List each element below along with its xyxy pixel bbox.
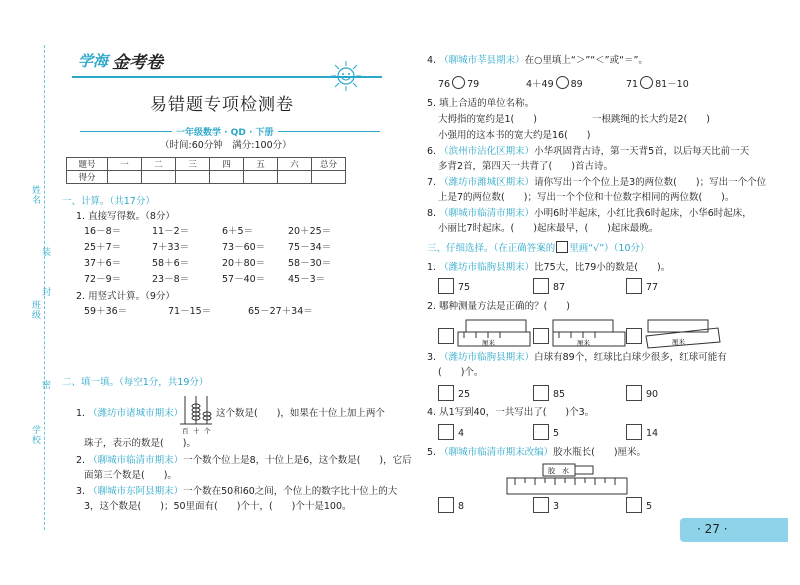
score-input[interactable] [142,171,176,184]
brand-xuehai: 学海 [78,52,109,70]
section3-title [427,241,650,255]
option-checkbox[interactable] [438,424,454,440]
source-tag: （聊城市东阿县期末） [88,486,184,497]
option-checkbox[interactable] [626,424,642,440]
exam-meta: （时间:60分钟 满分:100分） [160,140,292,151]
option-checkbox[interactable] [626,385,642,401]
score-cell: 三 [176,158,210,171]
s3-q3-text2: ( )个。 [438,367,484,378]
school-label: 学校 [30,425,40,445]
compare-right: 79 [467,79,480,90]
option-label: 5 [553,428,560,439]
abacus-label: 百 [182,427,189,434]
glue-label: 胶 水 [548,467,569,475]
abacus-label: 个 [204,427,211,434]
r-q7-text2: 上是7的两位数( )；写出一个个位和十位数字相同的两位数( )。 [438,192,735,203]
source-tag: （聊城市莘县期末） [439,55,525,66]
s3-q4: 4. 从1写到40，一共写出了( )个3。 [427,407,595,418]
option-label: 75 [458,282,471,293]
sun-icon [330,60,362,92]
s3-q1-text: 比75大，比79小的数是( )。 [534,262,671,273]
r-q4: 4. （聊城市莘县期末）在○里填上“＞”“＜”或“＝”。 [427,55,648,66]
score-cell: 总分 [312,158,346,171]
source-tag: （潍坊市临朐县期末） [439,262,535,273]
name-label: 姓名 [30,185,40,205]
compare-item [626,76,689,91]
oral-item: 6＋5＝ [222,226,254,237]
oral-item: 72－9＝ [84,274,122,285]
compare-circle[interactable] [556,76,569,89]
answer-box-icon [556,241,568,253]
option-checkbox[interactable] [533,497,549,513]
s2-q2-text1: 一个数个位上是8，十位上是6，这个数是( )，它后 [183,455,412,466]
r-q5-l1a: 大拇指的宽约是1( ) [438,114,537,125]
r-q7-text1: 请你写出一个个位上是3的两位数( )；写出一个个位 [534,177,767,188]
ruler-unit: 厘米 [577,339,590,347]
option-label: 87 [553,282,566,293]
option-checkbox[interactable] [626,278,642,294]
score-input[interactable] [108,171,142,184]
option-label: 90 [646,389,659,400]
r-q5-l1b: 一根跳绳的长大约是2( ) [592,114,710,125]
s2-q3-text1: 一个数在50和60之间，个位上的数字比十位上的大 [183,486,398,497]
r-q8-text2: 小丽比7时起床。( )起床最早，( )起床最晚。 [438,223,659,234]
compare-item [438,76,479,91]
option-checkbox[interactable] [626,328,642,344]
r-q8: 8. （聊城市临清市期末）小明6时半起床，小红比我6时起床，小华6时起床， [427,208,752,219]
s3-q2: 2. 哪种测量方法是正确的？( ) [427,301,570,312]
vertical-item: 71－15＝ [168,306,212,317]
r-q5: 5. 填上合适的单位名称。 [427,98,535,109]
section2-title: 二、填一填。（每空1分，共19分） [62,377,209,388]
compare-left: 4＋49 [526,79,554,90]
oral-item: 7＋33＝ [152,242,190,253]
option-checkbox[interactable] [438,497,454,513]
r-q6-text2: 多背2首，第四天一共背了( )首古诗。 [438,161,613,172]
option-label: 77 [646,282,659,293]
oral-item: 75－34＝ [288,242,332,253]
oral-item: 73－60＝ [222,242,266,253]
option-checkbox[interactable] [533,278,549,294]
measure-option-b [551,318,629,350]
compare-circle[interactable] [640,76,653,89]
r-q8-text1: 小明6时半起床，小红比我6时起床，小华6时起床， [534,208,752,219]
compare-right: 89 [570,79,583,90]
score-table [66,157,346,184]
score-input[interactable] [176,171,210,184]
compare-item [526,76,583,91]
page-title: 易错题专项检测卷 [150,95,294,115]
oral-item: 25＋7＝ [84,242,122,253]
measure-option-c [644,316,724,350]
vertical-item: 59＋36＝ [84,306,128,317]
option-label: 85 [553,389,566,400]
r-q7: 7. （潍坊市潍城区期末）请你写出一个个位上是3的两位数( )；写出一个个位 [427,177,767,188]
subtitle: 一年级数学 · QD · 下册 [172,125,278,138]
ruler-unit: 厘米 [482,339,495,347]
q2-label: 2. 用竖式计算。（9分） [76,291,175,302]
option-checkbox[interactable] [533,424,549,440]
score-header-row [67,158,346,171]
s2-q1-text1: 这个数是( )，如果在十位上加上两个 [216,408,385,419]
source-tag: （聊城市临清市期末） [88,455,184,466]
score-value-row [67,171,346,184]
source-tag: （潍坊市诸城市期末） [88,408,184,419]
glue-ruler-figure [505,462,630,496]
s2-q1-text2: 珠子，表示的数是( )。 [84,438,196,449]
option-checkbox[interactable] [438,328,454,344]
oral-item: 20＋25＝ [288,226,332,237]
compare-right: 81－10 [655,79,689,90]
mark-zhuang: 装 [42,248,52,258]
class-label: 班级 [30,300,40,320]
oral-item: 20＋80＝ [222,258,266,269]
s3-q1: 1. （潍坊市临朐县期末）比75大，比79小的数是( )。 [427,262,671,273]
source-tag: （聊城市临清市期末改编） [439,447,554,458]
score-cell: 得分 [67,171,108,184]
measure-option-a [456,318,534,350]
score-input[interactable] [244,171,278,184]
s2-q3: 3. （聊城市东阿县期末）一个数在50和60之间，个位上的数字比十位上的大 [76,486,398,497]
score-cell: 二 [142,158,176,171]
option-label: 4 [458,428,465,439]
option-label: 8 [458,501,465,512]
r-q4-text: 在○里填上“＞”“＜”或“＝”。 [524,55,648,66]
compare-circle[interactable] [452,76,465,89]
option-checkbox[interactable] [533,328,549,344]
mark-mi: 密 [42,381,52,391]
option-checkbox[interactable] [533,385,549,401]
oral-item: 58－30＝ [288,258,332,269]
option-checkbox[interactable] [438,278,454,294]
oral-item: 37＋6＝ [84,258,122,269]
source-tag: （潍坊市临朐县期末） [439,352,535,363]
vertical-item: 65－27＋34＝ [248,306,313,317]
oral-item: 45－3＝ [288,274,326,285]
source-tag: （滨州市沾化区期末） [439,146,535,157]
abacus-label: 十 [193,427,200,434]
s3-q5: 5. （聊城市临清市期末改编）胶水瓶长( )厘米。 [427,447,647,458]
oral-item: 58＋6＝ [152,258,190,269]
s2-q3-text2: 3，这个数是( )；50里面有( )个十，( )个十是100。 [84,501,352,512]
s2-q2: 2. （聊城市临清市期末）一个数个位上是8，十位上是6，这个数是( )，它后 [76,455,412,466]
source-tag: （潍坊市潍城区期末） [439,177,535,188]
r-q5-l2: 小强用的这本书的宽大约是16( ) [438,130,591,141]
ruler-unit: 厘米 [672,338,685,346]
section3-title-b: 里画“√”）（10分） [569,243,650,254]
section3-title-a: 三、仔细选择。（在正确答案的 [427,243,556,254]
score-input[interactable] [312,171,346,184]
score-cell: 六 [278,158,312,171]
score-cell: 五 [244,158,278,171]
s3-q5-text: 胶水瓶长( )厘米。 [553,447,647,458]
score-cell: 题号 [67,158,108,171]
s2-q1: 1. （潍坊市诸城市期末） [76,408,184,419]
option-checkbox[interactable] [626,497,642,513]
score-input[interactable] [278,171,312,184]
s3-q3: 3. （潍坊市临朐县期末）白球有89个，红球比白球少很多，红球可能有 [427,352,727,363]
option-checkbox[interactable] [438,385,454,401]
oral-item: 23－8＝ [152,274,190,285]
option-label: 5 [646,501,653,512]
score-input[interactable] [210,171,244,184]
s3-q3-text1: 白球有89个，红球比白球少很多，红球可能有 [534,352,727,363]
abacus-icon [178,394,214,434]
oral-item: 57－40＝ [222,274,266,285]
score-cell: 四 [210,158,244,171]
section1-title: 一、计算。（共17分） [62,196,155,207]
option-label: 3 [553,501,560,512]
score-cell: 一 [108,158,142,171]
r-q6: 6. （滨州市沾化区期末）小华巩固背古诗，第一天背5首，以后每天比前一天 [427,146,750,157]
option-label: 25 [458,389,471,400]
s2-q2-text2: 面第三个数是( )。 [84,470,177,481]
option-label: 14 [646,428,659,439]
oral-item: 16－8＝ [84,226,122,237]
mark-feng: 封 [42,288,52,298]
compare-left: 76 [438,79,451,90]
source-tag: （聊城市临清市期末） [439,208,535,219]
page-number: · 27 · [697,522,728,536]
q1-label: 1. 直接写得数。（8分） [76,211,175,222]
oral-item: 11－2＝ [152,226,190,237]
compare-left: 71 [626,79,639,90]
brand-jinkaojuan: 金考卷 [112,53,163,73]
r-q6-text1: 小华巩固背古诗，第一天背5首，以后每天比前一天 [534,146,750,157]
